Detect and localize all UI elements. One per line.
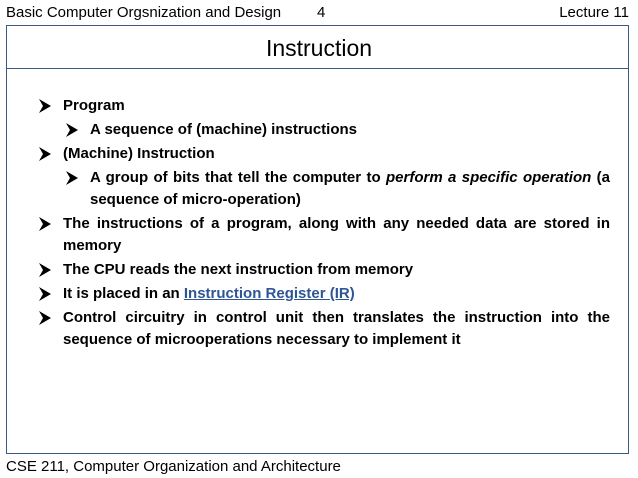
bullet-item	[0, 143, 610, 165]
header-page-number: 4	[317, 4, 326, 21]
footer-course-name: CSE 211, Computer Organization and Architecture	[6, 458, 341, 475]
bullet-item	[0, 283, 610, 305]
sub-bullet-item	[0, 119, 610, 141]
bullet-text-continued: (a sequence of micro-operation)	[90, 169, 610, 208]
bullet-text: (Machine) Instruction	[63, 145, 215, 162]
header-course-title: Basic Computer Orgsnization and Design	[6, 4, 282, 21]
instruction-register-link[interactable]: Instruction Register (IR)	[183, 285, 355, 302]
bullet-text: The CPU reads the next instruction from memory	[63, 261, 414, 278]
bullet-text: A sequence of (machine) instructions	[90, 121, 357, 138]
bullet-item	[0, 95, 610, 117]
right-arrowhead-icon	[39, 99, 52, 113]
sub-bullet-item	[0, 167, 610, 211]
bullet-item	[0, 307, 610, 351]
title-divider	[6, 68, 629, 69]
bullet-text: It is placed in an	[63, 285, 184, 302]
bullet-item	[0, 259, 610, 281]
bullet-item	[0, 213, 610, 257]
bullet-text: The instructions of a program, along with any needed data are stored in memory	[63, 215, 610, 254]
right-arrowhead-icon	[39, 287, 52, 301]
bullet-list	[0, 95, 638, 353]
header-lecture-label: Lecture 11	[559, 4, 629, 21]
slide-title: Instruction	[265, 35, 373, 61]
right-arrowhead-icon	[39, 217, 52, 231]
right-arrowhead-icon	[66, 123, 79, 137]
bullet-text: Program	[63, 97, 125, 114]
emphasized-text: perform a specific operation	[386, 169, 592, 186]
bullet-text: Control circuitry in control unit then translates the instruction into the sequence of microoperations necessary to implement it	[63, 309, 610, 348]
right-arrowhead-icon	[39, 263, 52, 277]
bullet-text: A group of bits that tell the computer to	[90, 169, 386, 186]
right-arrowhead-icon	[66, 171, 79, 185]
right-arrowhead-icon	[39, 147, 52, 161]
right-arrowhead-icon	[39, 311, 52, 325]
